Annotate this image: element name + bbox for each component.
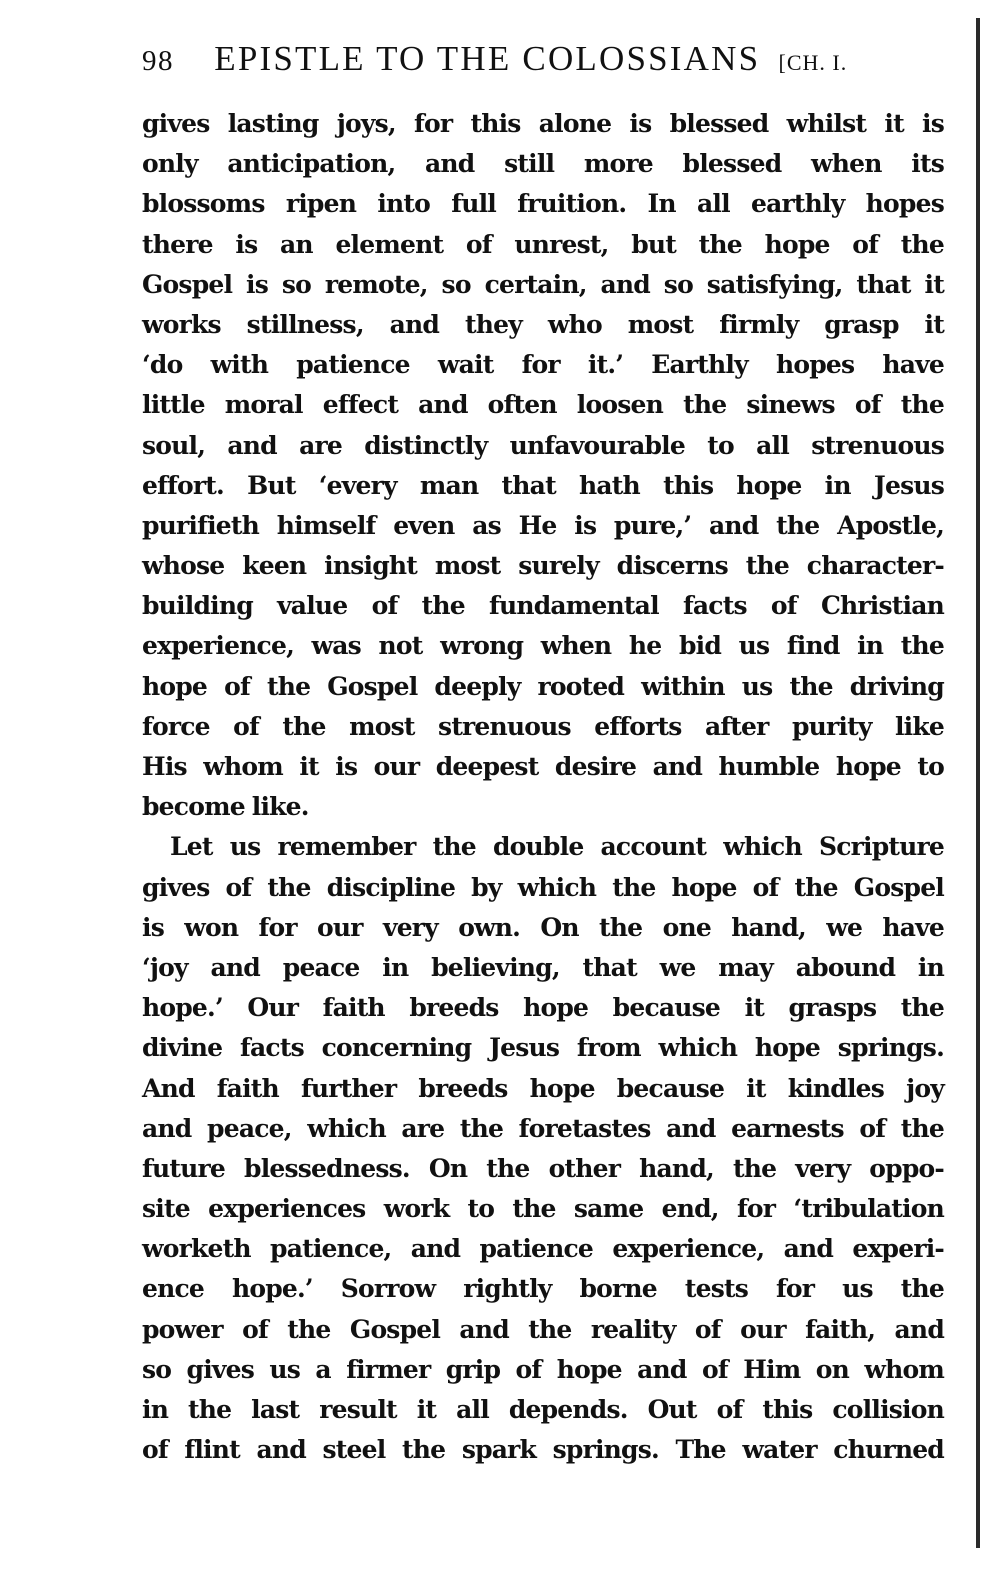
text-line: ence hope.’ Sorrow rightly borne tests for us the xyxy=(142,1274,944,1304)
text-line: whose keen insight most surely discerns the character- xyxy=(142,551,944,581)
text-line: and peace, which are the foretastes and earnests of the xyxy=(142,1113,944,1143)
text-line: hope.’ Our faith breeds hope because it grasps the xyxy=(142,993,944,1023)
text-line: there is an element of unrest, but the hope of the xyxy=(142,229,944,259)
text-line: of flint and steel the spark springs. The water churned xyxy=(142,1435,944,1465)
text-line: And faith further breeds hope because it kindles joy xyxy=(142,1073,944,1103)
page-edge-rule xyxy=(976,18,980,1548)
text-line: ‘do with patience wait for it.’ Earthly hopes have xyxy=(142,350,944,380)
text-line: effort. But ‘every man that hath this hope in Jesus xyxy=(142,470,944,500)
text-line: gives of the discipline by which the hope of the Gospel xyxy=(142,872,944,902)
text-line: is won for our very own. On the one hand, we have xyxy=(142,912,944,942)
text-line: in the last result it all depends. Out of this collision xyxy=(142,1395,944,1424)
text-line: force of the most strenuous efforts after purity like xyxy=(142,711,944,741)
page-number: 98 xyxy=(142,45,174,77)
text-line: ‘joy and peace in believing, that we may abound in xyxy=(142,952,944,982)
body-text xyxy=(142,104,944,1470)
text-line: purifieth himself even as He is pure,’ and the Apostle, xyxy=(142,510,944,540)
text-line: hope of the Gospel deeply rooted within us the driving xyxy=(142,671,944,701)
text-line: gives lasting joys, for this alone is blessed whilst it is xyxy=(142,109,944,138)
text-line: so gives us a firmer grip of hope and of Him on whom xyxy=(142,1354,944,1384)
text-line: works stillness, and they who most firmly grasp it xyxy=(142,309,944,339)
text-line: His whom it is our deepest desire and humble hope to xyxy=(142,752,944,781)
text-line: building value of the fundamental facts of Christian xyxy=(142,591,944,621)
paragraph-1 xyxy=(142,104,944,827)
text-line: experience, was not wrong when he bid us find in the xyxy=(142,631,944,661)
text-line: site experiences work to the same end, for ‘tribulation xyxy=(142,1194,944,1224)
text-line: only anticipation, and still more blessed when its xyxy=(142,149,944,179)
text-line: Gospel is so remote, so certain, and so satisfying, that it xyxy=(142,269,944,299)
text-line: power of the Gospel and the reality of our faith, and xyxy=(142,1314,944,1344)
paragraph-2 xyxy=(142,827,944,1470)
book-title: EPISTLE TO THE COLOSSIANS xyxy=(214,39,761,78)
text-line: worketh patience, and patience experience, and experi- xyxy=(142,1234,944,1264)
text-line: soul, and are distinctly unfavourable to all strenuous xyxy=(142,430,944,460)
text-line: future blessedness. On the other hand, the very oppo- xyxy=(142,1153,944,1183)
text-line: divine facts concerning Jesus from which hope springs. xyxy=(142,1033,944,1063)
text-line: little moral effect and often loosen the sinews of the xyxy=(142,390,944,420)
chapter-marker: [CH. I. xyxy=(778,50,848,75)
text-line: blossoms ripen into full fruition. In all earthly hopes xyxy=(142,189,944,219)
text-line: become like. xyxy=(142,792,309,822)
running-head xyxy=(142,34,944,84)
text-line: Let us remember the double account which Scripture xyxy=(170,832,944,862)
